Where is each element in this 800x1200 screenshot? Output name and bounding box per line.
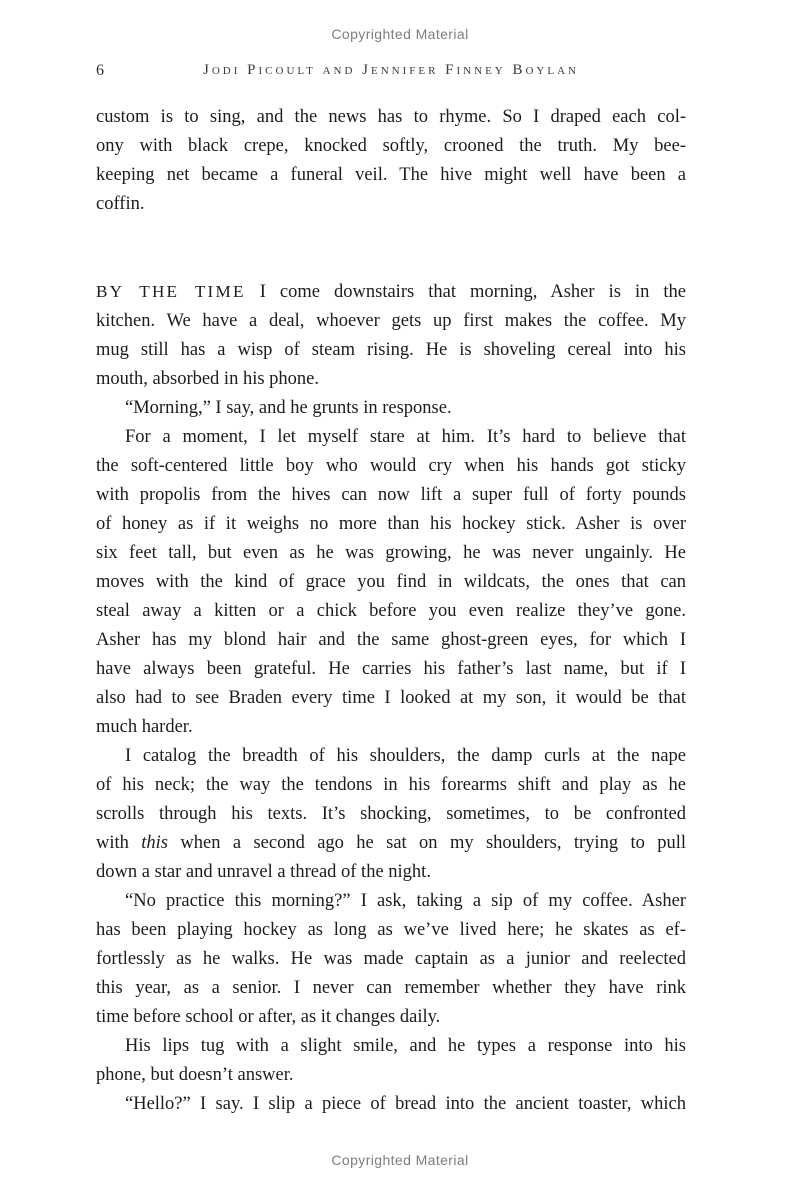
text-line: ony with black crepe, knocked softly, crooned the truth. My bee- bbox=[96, 136, 686, 156]
paragraph bbox=[96, 103, 686, 219]
running-header bbox=[96, 62, 686, 82]
text-line: with propolis from the hives can now lift a super full of forty pounds bbox=[96, 485, 686, 505]
section-lead-caps: BY THE TIME bbox=[96, 282, 246, 301]
paragraph bbox=[96, 887, 686, 1032]
text-line: mouth, absorbed in his phone. bbox=[96, 369, 320, 389]
text-line: much harder. bbox=[96, 717, 193, 737]
text-line: fortlessly as he walks. He was made captain as a junior and reelected bbox=[96, 949, 686, 969]
text-line: BY THE TIME I come downstairs that morning, Asher is in the bbox=[96, 282, 686, 302]
running-title: Jodi Picoult and Jennifer Finney Boylan bbox=[203, 62, 579, 78]
text-line: “No practice this morning?” I ask, taking a sip of my coffee. Asher bbox=[125, 891, 686, 911]
text-line: this year, as a senior. I never can remember whether they have rink bbox=[96, 978, 686, 998]
text-line: coffin. bbox=[96, 194, 145, 214]
paragraph bbox=[96, 1032, 686, 1090]
text-line: down a star and unravel a thread of the night. bbox=[96, 862, 431, 882]
text-line: kitchen. We have a deal, whoever gets up first makes the coffee. My bbox=[96, 311, 686, 331]
text-line: keeping net became a funeral veil. The hive might well have been a bbox=[96, 165, 686, 185]
text-line: For a moment, I let myself stare at him. It’s hard to believe that bbox=[125, 427, 686, 447]
text-line: His lips tug with a slight smile, and he types a response into his bbox=[125, 1036, 686, 1056]
paragraph bbox=[96, 423, 686, 742]
paragraph bbox=[96, 1090, 686, 1119]
text-line: moves with the kind of grace you find in wildcats, the ones that can bbox=[96, 572, 686, 592]
copyright-notice-bottom: Copyrighted Material bbox=[331, 1152, 469, 1168]
text-line: of honey as if it weighs no more than his hockey stick. Asher is over bbox=[96, 514, 686, 534]
text-line: mug still has a wisp of steam rising. He is shoveling cereal into his bbox=[96, 340, 686, 360]
text-line: steal away a kitten or a chick before you even realize they’ve gone. bbox=[96, 601, 686, 621]
copyright-notice-top: Copyrighted Material bbox=[331, 26, 469, 42]
text-line: I catalog the breadth of his shoulders, the damp curls at the nape bbox=[125, 746, 686, 766]
text-line: scrolls through his texts. It’s shocking, sometimes, to be confronted bbox=[96, 804, 686, 824]
text-line: time before school or after, as it changes daily. bbox=[96, 1007, 441, 1027]
text-line: “Hello?” I say. I slip a piece of bread into the ancient toaster, which bbox=[125, 1094, 686, 1114]
text-line: custom is to sing, and the news has to rhyme. So I draped each col- bbox=[96, 107, 686, 127]
text-line: Asher has my blond hair and the same ghost-green eyes, for which I bbox=[96, 630, 686, 650]
text-line: also had to see Braden every time I looked at my son, it would be that bbox=[96, 688, 686, 708]
page-number: 6 bbox=[96, 62, 104, 79]
text-line: six feet tall, but even as he was growing, he was never ungainly. He bbox=[96, 543, 686, 563]
paragraph bbox=[96, 277, 686, 394]
text-line: has been playing hockey as long as we’ve lived here; he skates as ef- bbox=[96, 920, 686, 940]
text-line: the soft-centered little boy who would cry when his hands got sticky bbox=[96, 456, 686, 476]
text-line: “Morning,” I say, and he grunts in response. bbox=[125, 398, 452, 418]
paragraph bbox=[96, 742, 686, 887]
text-line: of his neck; the way the tendons in his forearms shift and play as he bbox=[96, 775, 686, 795]
text-line: phone, but doesn’t answer. bbox=[96, 1065, 294, 1085]
paragraph bbox=[96, 394, 686, 423]
text-line: with this when a second ago he sat on my shoulders, trying to pull bbox=[96, 833, 687, 853]
text-line: have always been grateful. He carries his father’s last name, but if I bbox=[96, 659, 686, 679]
page-body bbox=[96, 103, 686, 1119]
